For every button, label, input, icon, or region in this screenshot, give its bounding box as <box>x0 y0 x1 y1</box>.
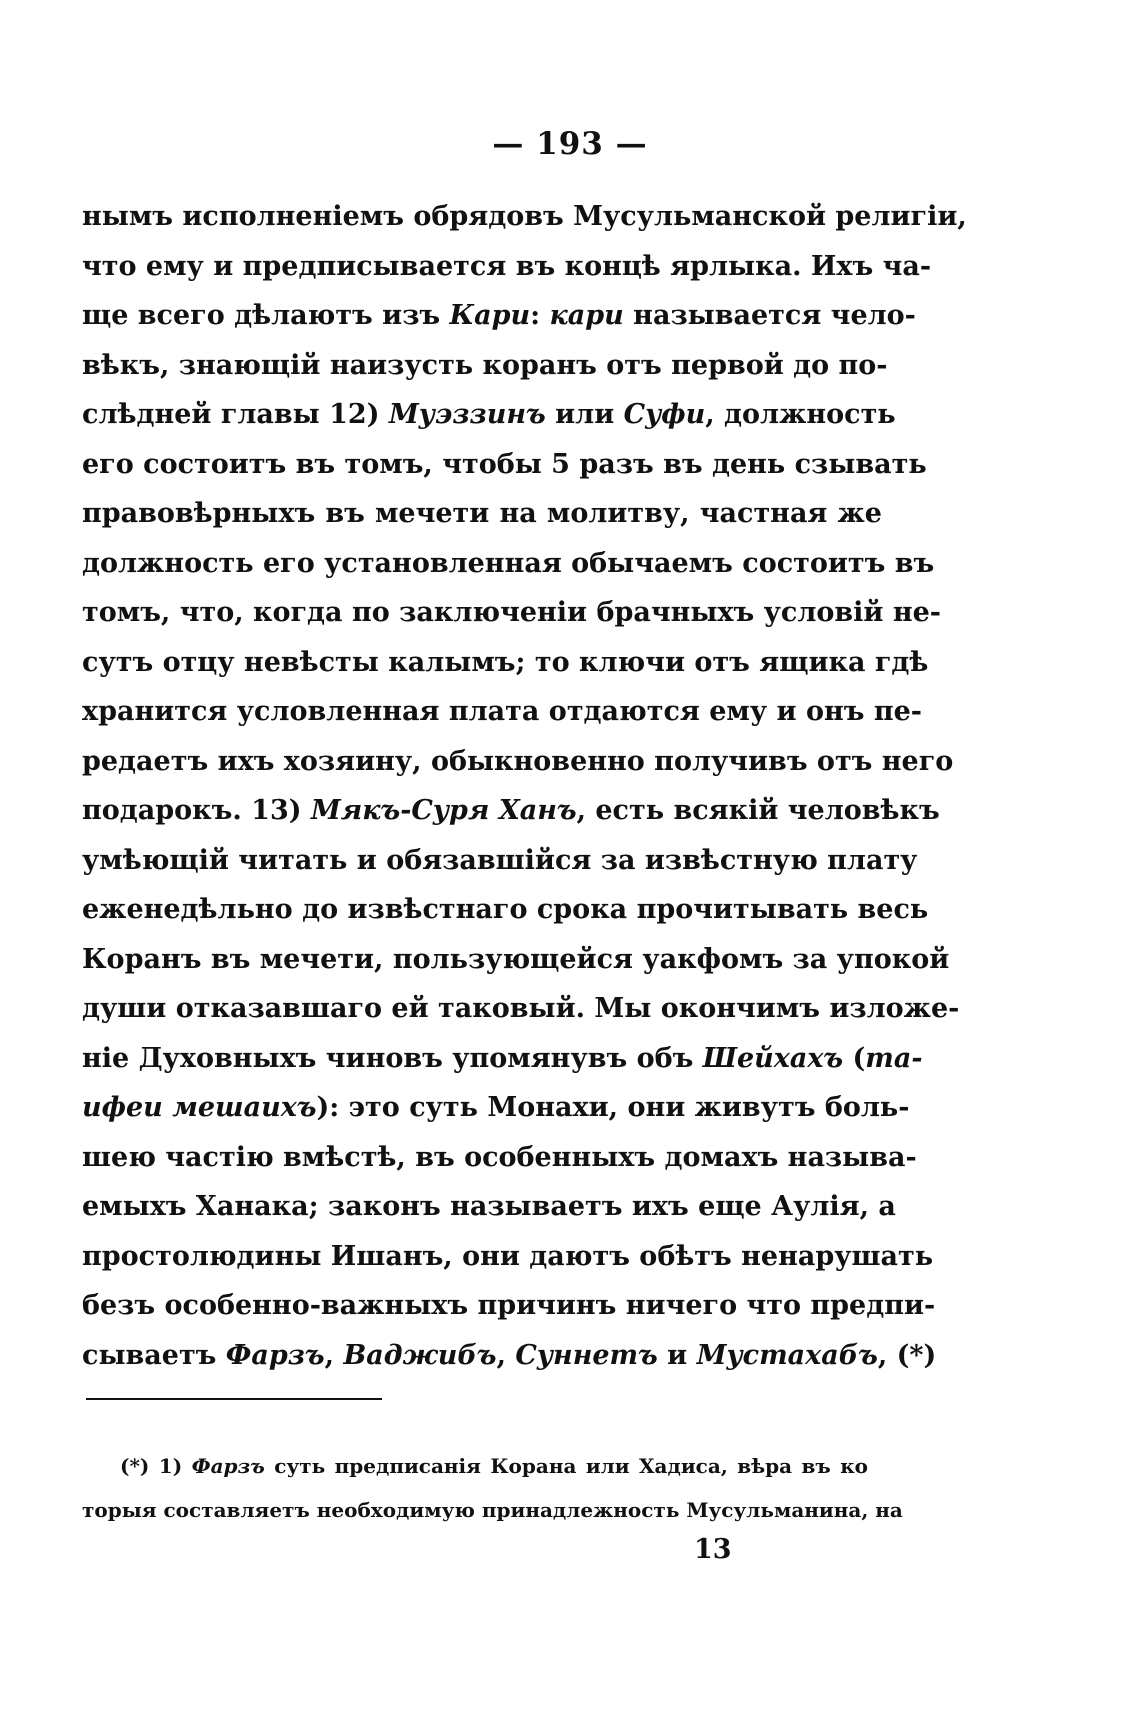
text-run: или <box>545 399 624 430</box>
text-run: емыхъ Ханака; законъ называетъ ихъ еще Аулія, а <box>82 1191 896 1222</box>
text-run: безъ особенно-важныхъ причинъ ничего что предпи- <box>82 1290 936 1321</box>
italic-term: Ваджибъ <box>343 1339 497 1371</box>
footnote-divider <box>86 1398 382 1400</box>
body-text <box>82 192 967 1380</box>
text-line <box>82 836 918 886</box>
text-line <box>82 1331 937 1381</box>
text-line <box>82 984 960 1034</box>
italic-term: Шейхахъ <box>702 1042 844 1074</box>
text-line <box>82 1182 896 1232</box>
text-run: Коранъ въ мечети, пользующейся уакфомъ за упокой <box>82 943 950 975</box>
italic-term: Муэззинъ <box>388 399 546 430</box>
italic-term: та- <box>865 1042 923 1074</box>
italic-term: Мякъ-Суря Ханъ <box>310 795 577 826</box>
page-number: — 193 — <box>492 126 648 162</box>
footnote-line <box>82 1488 903 1532</box>
text-line <box>82 390 896 440</box>
italic-term: Фарзъ <box>225 1339 325 1371</box>
text-run: должность его установленная обычаемъ состоитъ въ <box>82 547 935 579</box>
text-run: называется чело- <box>623 300 916 331</box>
text-run: , <box>324 1339 344 1371</box>
text-line <box>82 885 929 935</box>
text-run: подарокъ. 13) <box>82 795 311 826</box>
text-line <box>82 1281 936 1331</box>
text-run: , есть всякій человѣкъ <box>576 795 940 826</box>
text-run: : <box>530 300 550 331</box>
text-run: редаетъ ихъ хозяину, обыкновенно получивъ отъ него <box>82 745 954 777</box>
text-line <box>82 935 950 985</box>
footnotes <box>82 1444 903 1532</box>
italic-term: Суннетъ <box>515 1339 658 1371</box>
text-line <box>82 1133 917 1183</box>
text-run: души отказавшаго ей таковый. Мы окончимъ изложе- <box>82 993 960 1024</box>
text-run: ще всего дѣлаютъ изъ <box>82 300 450 331</box>
text-line <box>82 1034 923 1084</box>
text-run: томъ, что, когда по заключеніи брачныхъ условій не- <box>82 597 941 628</box>
text-line <box>82 539 935 589</box>
italic-term: кари <box>549 300 624 331</box>
text-line <box>82 489 882 539</box>
text-run: суть предписанія Корана или Хадиса, вѣра въ ко <box>264 1454 868 1478</box>
text-run: ніе Духовныхъ чиновъ упомянувъ объ <box>82 1042 703 1074</box>
text-run: ): это суть Монахи, они живутъ боль- <box>316 1092 910 1123</box>
italic-term: Мустахабъ <box>696 1339 878 1371</box>
text-line <box>82 588 941 638</box>
signature-mark: 13 <box>694 1534 732 1565</box>
text-line <box>82 341 888 391</box>
italic-term: Суфи <box>623 399 706 430</box>
text-run: , (*) <box>877 1339 937 1371</box>
text-run: нымъ исполненіемъ обрядовъ Мусульманской религіи, <box>82 201 967 232</box>
italic-term: ифеи мешаихъ <box>82 1092 317 1123</box>
italic-term: Фарзъ <box>191 1454 265 1478</box>
text-run: торыя составляетъ необходимую принадлежность Мусульманина, на <box>82 1498 903 1522</box>
text-line <box>82 638 929 688</box>
text-run: правовѣрныхъ въ мечети на молитву, частная же <box>82 498 882 529</box>
text-line <box>82 786 940 836</box>
text-line <box>82 192 967 242</box>
text-run: шею частію вмѣстѣ, въ особенныхъ домахъ называ- <box>82 1141 917 1173</box>
text-run: сутъ отцу невѣсты калымъ; то ключи отъ ящика гдѣ <box>82 646 929 678</box>
text-line <box>82 1232 934 1282</box>
text-run: слѣдней главы 12) <box>82 399 389 430</box>
text-run: , <box>496 1339 516 1371</box>
text-run: и <box>657 1339 697 1371</box>
text-run: , должность <box>705 399 896 430</box>
text-run: простолюдины Ишанъ, они даютъ обѣтъ ненарушать <box>82 1240 934 1272</box>
text-run: еженедѣльно до извѣстнаго срока прочитывать весь <box>82 894 929 925</box>
text-run: ( <box>843 1042 866 1074</box>
text-line <box>82 687 923 737</box>
text-run: хранится условленная плата отдаются ему и онъ пе- <box>82 696 923 727</box>
text-run: (*) 1) <box>120 1454 192 1478</box>
text-run: его состоитъ въ томъ, чтобы 5 разъ въ день сзывать <box>82 448 927 480</box>
text-run: умѣющій читать и обязавшійся за извѣстную плату <box>82 844 918 876</box>
footnote-line <box>82 1444 868 1488</box>
text-run: сываетъ <box>82 1339 226 1371</box>
text-line <box>82 440 927 490</box>
text-line <box>82 291 916 341</box>
text-run: что ему и предписывается въ концѣ ярлыка. Ихъ ча- <box>82 250 932 282</box>
text-line <box>82 737 954 787</box>
text-run: вѣкъ, знающій наизусть коранъ отъ первой до по- <box>82 349 888 381</box>
italic-term: Кари <box>449 300 531 331</box>
text-line <box>82 242 932 292</box>
text-line <box>82 1083 910 1133</box>
